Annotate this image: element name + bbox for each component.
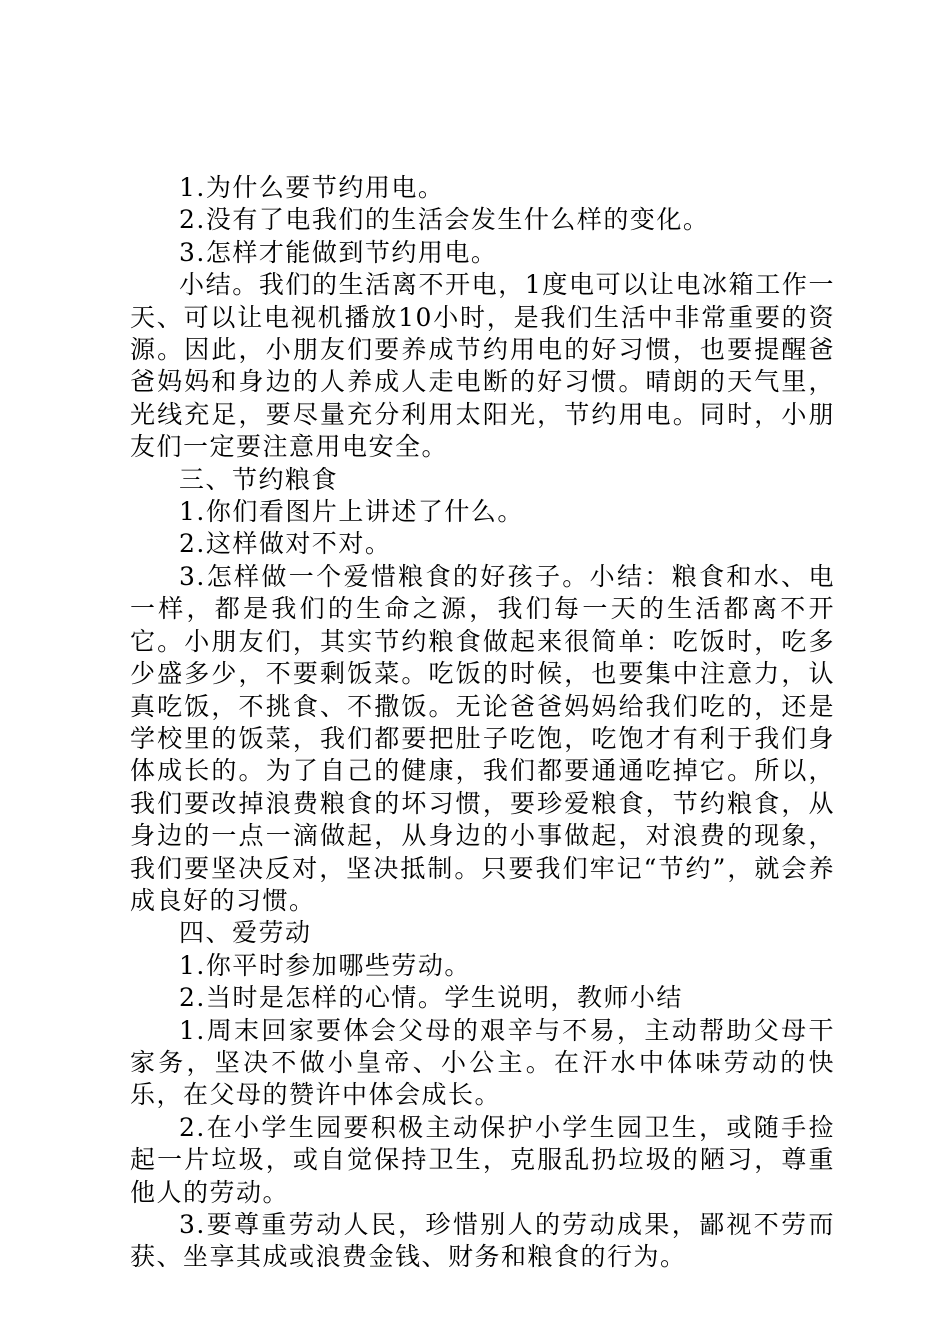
list-item-why-save-electricity: 1.为什么要节约用电。 — [179, 173, 445, 202]
list-item-picture-question: 1.你们看图片上讲述了什么。 — [179, 497, 524, 527]
list-item-school-hygiene: 2.在小学生园要积极主动保护小学生园卫生，或随手捡起一片垃圾，或自觉保持卫生，克服乱扔垃圾的陋习，尊重他人的劳动。 — [130, 1112, 835, 1207]
summary-electricity: 小结。我们的生活离不开电，1度电可以让电冰箱工作一天、可以让电视机播放10小时，是我们生活中非常重要的资源。因此，小朋友们要养成节约用电的好习惯，也要提醒爸爸妈妈和身边的人养成人走电断的好习惯。晴朗的天气里，光线充足，要尽量充分利用太阳光，节约用电。同时，小朋友们一定要注意用电安全。 — [130, 270, 835, 462]
list-item-life-without-electricity: 2.没有了电我们的生活会发生什么样的变化。 — [179, 205, 710, 235]
list-item-help-parents: 1.周末回家要体会父母的艰辛与不易，主动帮助父母干家务，坚决不做小皇帝、小公主。在汗水中体味劳动的快乐，在父母的赞许中体会成长。 — [130, 1015, 835, 1110]
document-body — [130, 172, 835, 1274]
list-item-labor-participation: 1.你平时参加哪些劳动。 — [179, 950, 471, 980]
section-heading-save-food: 三、节约粮食 — [179, 464, 339, 494]
list-item-respect-labor: 3.要尊重劳动人民，珍惜别人的劳动成果，鄙视不劳而获、坐享其成或浪费金钱、财务和粮食的行为。 — [130, 1210, 835, 1272]
list-item-how-to-save-electricity: 3.怎样才能做到节约用电。 — [179, 237, 498, 267]
section-heading-love-labor: 四、爱劳动 — [179, 918, 312, 948]
summary-save-food: 3.怎样做一个爱惜粮食的好孩子。小结：粮食和水、电一样，都是我们的生命之源，我们每一天的生活都离不开它。小朋友们，其实节约粮食做起来很简单：吃饭时，吃多少盛多少，不要剩饭菜。吃饭的时候，也要集中注意力，认真吃饭，不挑食、不撒饭。无论爸爸妈妈给我们吃的，还是学校里的饭菜，我们都要把肚子吃饱，吃饱才有利于我们身体成长的。为了自己的健康，我们都要通通吃掉它。所以，我们要改掉浪费粮食的坏习惯，要珍爱粮食，节约粮食，从身边的一点一滴做起，从身边的小事做起，对浪费的现象，我们要坚决反对，坚决抵制。只要我们牢记“节约”，就会养成良好的习惯。 — [130, 561, 835, 915]
list-item-labor-feelings: 2.当时是怎样的心情。学生说明，教师小结 — [179, 983, 683, 1013]
list-item-right-or-wrong: 2.这样做对不对。 — [179, 529, 392, 559]
